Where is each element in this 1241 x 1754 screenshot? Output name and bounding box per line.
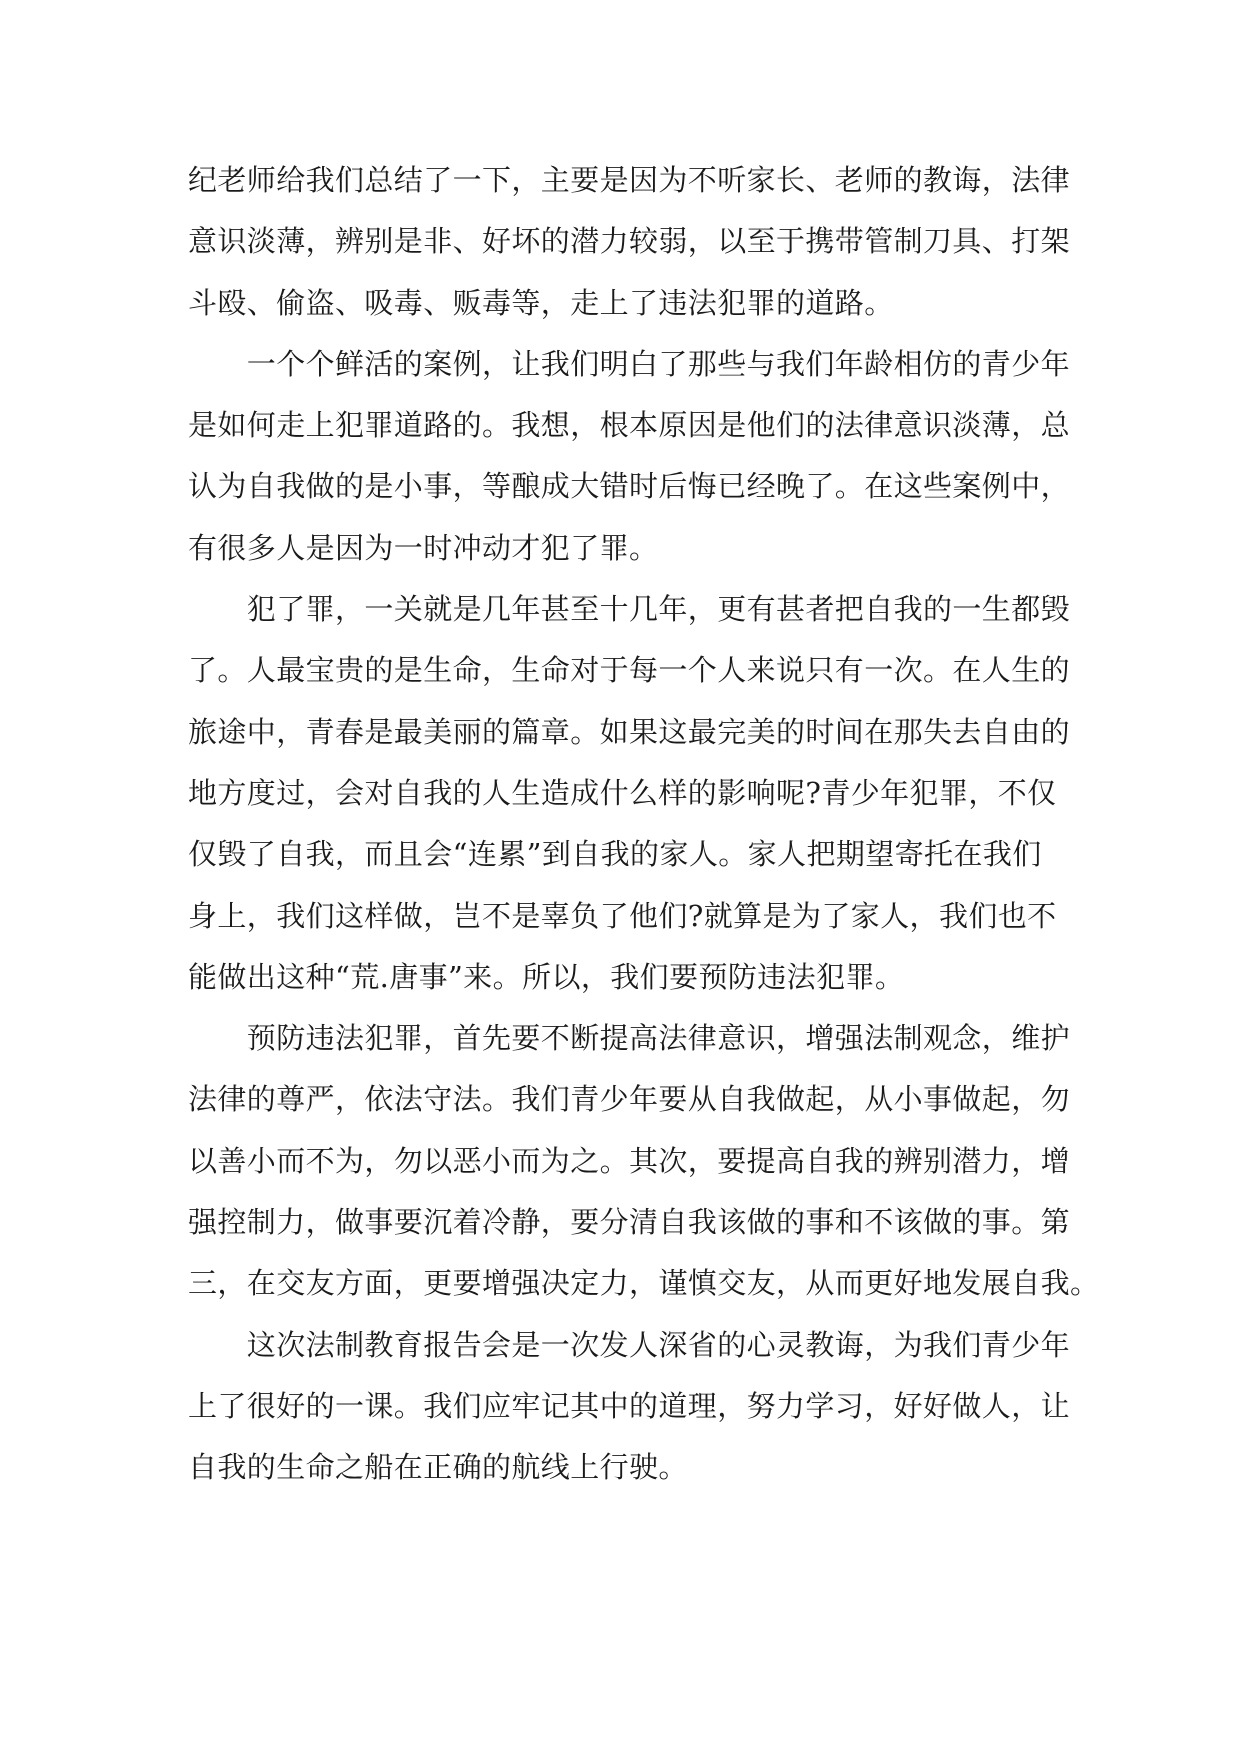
text-line: 是如何走上犯罪道路的。我想，根本原因是他们的法律意识淡薄，总 (188, 408, 1071, 443)
text-line: 自我的生命之船在正确的航线上行驶。 (188, 1450, 688, 1485)
text-line: 意识淡薄，辨别是非、好坏的潜力较弱，以至于携带管制刀具、打架 (188, 224, 1071, 259)
text-line: 预防违法犯罪，首先要不断提高法律意识，增强法制观念，维护 (188, 1021, 1071, 1056)
text-line: 犯了罪，一关就是几年甚至十几年，更有甚者把自我的一生都毁 (188, 592, 1071, 627)
text-line: 仅毁了自我，而且会“连累”到自我的家人。家人把期望寄托在我们 (188, 837, 1042, 872)
text-line: 上了很好的一课。我们应牢记其中的道理，努力学习，好好做人，让 (188, 1388, 1071, 1423)
text-line: 有很多人是因为一时冲动才犯了罪。 (188, 530, 659, 565)
text-line: 强控制力，做事要沉着冷静，要分清自我该做的事和不该做的事。第 (188, 1205, 1071, 1240)
text-line: 这次法制教育报告会是一次发人深省的心灵教诲，为我们青少年 (188, 1327, 1071, 1362)
text-line: 认为自我做的是小事，等酿成大错时后悔已经晚了。在这些案例中， (188, 469, 1071, 504)
text-line: 三，在交友方面，更要增强决定力，谨慎交友，从而更好地发展自我。 (188, 1266, 1100, 1301)
text-line: 身上，我们这样做，岂不是辜负了他们?就算是为了家人，我们也不 (188, 898, 1057, 933)
text-line: 法律的尊严，依法守法。我们青少年要从自我做起，从小事做起，勿 (188, 1082, 1071, 1117)
body-text (188, 150, 1100, 1499)
text-line: 旅途中，青春是最美丽的篇章。如果这最完美的时间在那失去自由的 (188, 714, 1071, 749)
text-line: 斗殴、偷盗、吸毒、贩毒等，走上了违法犯罪的道路。 (188, 285, 894, 320)
text-line: 纪老师给我们总结了一下，主要是因为不听家长、老师的教诲，法律 (188, 163, 1071, 197)
text-line: 以善小而不为，勿以恶小而为之。其次，要提高自我的辨别潜力，增 (188, 1143, 1071, 1178)
text-line: 一个个鲜活的案例，让我们明白了那些与我们年龄相仿的青少年 (188, 346, 1071, 381)
text-line: 地方度过，会对自我的人生造成什么样的影响呢?青少年犯罪，不仅 (188, 775, 1057, 810)
text-line: 了。人最宝贵的是生命，生命对于每一个人来说只有一次。在人生的 (188, 653, 1071, 688)
text-line: 能做出这种“荒.唐事”来。所以，我们要预防违法犯罪。 (188, 959, 905, 994)
